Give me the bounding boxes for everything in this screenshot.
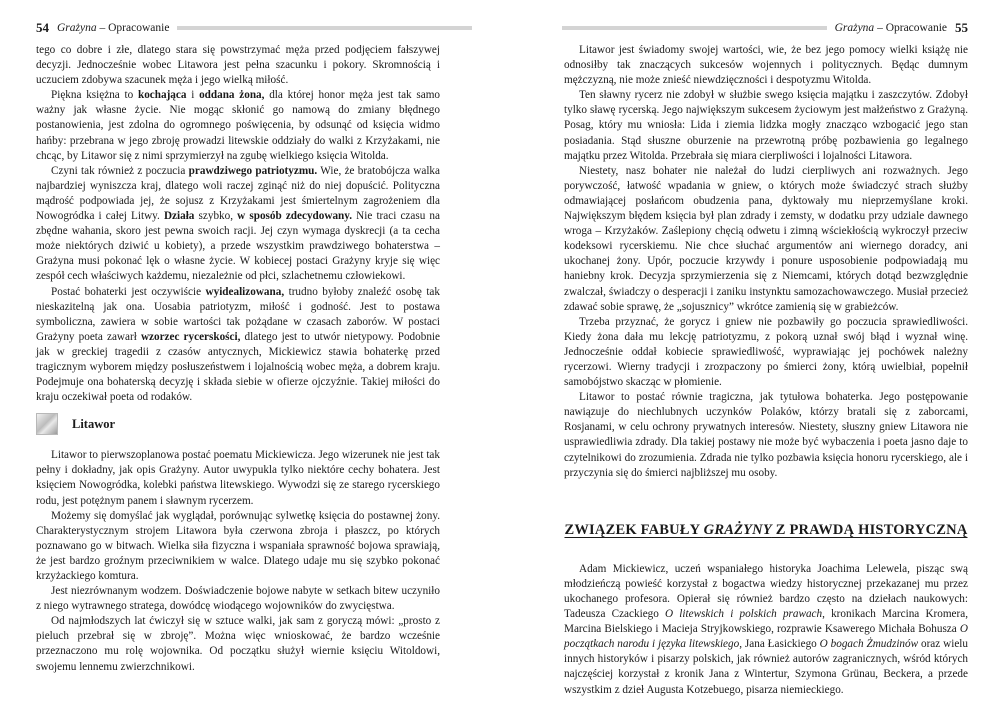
header-rule [562, 26, 827, 30]
paragraph: Postać bohaterki jest oczywiście wyidealizowana, trudno byłoby znaleźć osobę tak nieskazitelną jak ona. Uosabia patriotyzm, miłość i godność. Jest to postawa symboliczna, zawiera w sobie wartości tak pożądane w czasach zaborów. W postaci Grażyny poeta zawarł wzorzec rycerskości, dlatego jest to utwór nietypowy. Podobnie jak w greckiej tragedii z czasów antycznych, Mickiewicz stawia bohaterkę przed tragicznym wyborem między posłuszeństwem i lojalnością wobec męża, a dobrem kraju. Podejmuje ona bohaterską decyzję i składa siebie w ofierze ojczyźnie. Takiej miłości do kraju oczekiwał poeta od rodaków. [36, 285, 440, 404]
right-page [500, 0, 1000, 712]
paragraph: Ten sławny rycerz nie zdobył w służbie swego księcia majątku i zaszczytów. Zdobył tylko sławę rycerską. Jego największym sukcesem życiowym jest małżeństwo z Grażyną. Posag, który mu wniosła: Lida i ziemia lidzka mogły znacząco wzbogacić jego stan posiadania. Stąd słuszne oburzenie na przewrotną próbę pozbawienia go legalnego majątku przez Witolda. Przebrała się miara cierpliwości i lojalności Litawora. [564, 89, 968, 162]
left-body [36, 43, 440, 675]
paragraph: Czyni tak również z poczucia prawdziwego patriotyzmu. Wie, że bratobójcza walka najbardziej wyniszcza kraj, dlatego woli raczej zginąć niż do niej dopuścić. Polityczna mądrość podpowiada jej, że sojusz z Krzyżakami jest śmiertelnym zagrożeniem dla Nowogródka i całej Litwy. Działa szybko, w sposób zdecydowany. Nie traci czasu na zbędne wahania, skoro jest pewna swoich racji. Jej czyn wymaga dyskrecji (a ta cecha może niektórych dziwić u kobiety), a przede wszystkim prawdziwego bohaterstwa – Grażyna musi pokonać lęk o własne życie. W kobiecej postaci Grażyny kryje się więc zespół cech właściwych każdemu, niezależnie od płci, szlachetnemu człowiekowi. [36, 164, 440, 283]
paragraph: Litawor to postać równie tragiczna, jak tytułowa bohaterka. Jego postępowanie nawiązuje do niechlubnych uczynków Polaków, którzy bratali się z zaborcami, Rosjanami, w celu ochrony prywatnych interesów. Niestety, słuszny gniew Litawora nie usprawiedliwia zdrady. Dla takiej postawy nie może być wybaczenia i poeta jasno daje to czytelnikowi do zrozumienia. Zdrada nie tylko pozbawia księcia honoru rycerskiego, ale i przyczynia się do śmierci najbliższej mu osoby. [564, 391, 968, 479]
paragraph: Adam Mickiewicz, uczeń wspaniałego historyka Joachima Lelewela, pisząc swą młodzieńczą powieść korzystał z bogactwa wiedzy historycznej przekazanej mu przez ukochanego profesora. Opierał się również bardzo często na dziełach naukowych: Tadeusza Czackiego O litewskich i polskich prawach, kronikach Marcina Kromera, Marcina Bielskiego i Macieja Stryjkowskiego, rozprawie Ksawerego Michała Bohusza O początkach narodu i języka litewskiego, Jana Łasickiego O bogach Żmudzinów oraz wielu innych historyków i pisarzy polskich, jak również autorów zagranicznych, wśród których najczęściej korzystał z kronik Jana z Wintertur, Szymona Grünau, Beckera, a przede wszystkim z dzieł Augusta Kotzebuego, pisarza niemieckiego. [564, 562, 968, 696]
header-rule [177, 26, 472, 30]
left-running-header [36, 19, 472, 37]
paragraph: Jest niezrównanym wodzem. Doświadczenie bojowe nabyte w setkach bitew uczyniło z niego wytrawnego stratega, dowódcę wiodącego wojowników do zwycięstwa. [36, 585, 440, 613]
section-heading [36, 413, 440, 435]
paragraph: tego co dobre i złe, dlatego stara się powstrzymać męża przed podjęciem fałszywej decyzji. Jednocześnie wobec Litawora jest pełna szacunku i pokory. Skromnością i uczuciem zdobywa szacunek męża i jego wielką miłość. [36, 44, 440, 87]
running-title: Grażyna – Opracowanie [834, 22, 947, 34]
paragraph: Możemy się domyślać jak wyglądał, porównując sylwetkę księcia do postawnej żony. Charakterystycznym strojem Litawora była czerwona zbroja i płaszcz, po których poznawano go w bitwach. Wielka siła fizyczna i wspaniała sprawność bojowa sprawiają, że jest bardzo groźnym przeciwnikiem w walce. Dlatego udaje mu się szybko pokonać krzyżackiego komtura. [36, 509, 440, 582]
paragraph: Litawor to pierwszoplanowa postać poematu Mickiewicza. Jego wizerunek nie jest tak pełny i dokładny, jak opis Grażyny. Autor uwypukla tylko niektóre cechy bohatera. Jest księciem Nowogródka, kolebki państwa litewskiego. Wywodzi się ze starego rycerskiego rodu, jest potężnym panem i sławnym rycerzem. [36, 449, 440, 507]
paragraph: Piękna księżna to kochająca i oddana żona, dla której honor męża jest tak samo ważny jak własne życie. Nie mogąc skłonić go namową do zmiany błędnego postanowienia, jest zdolna do ogromnego poświęcenia, by odsunąć od księcia widmo hańby: przebrana w jego zbroję prowadzi litewskie oddziały do walki z Krzyżakami, nie chcąc, by Litawor się z nimi sprzymierzył na zgubę wielkiego księcia Witolda. [36, 89, 441, 162]
right-body [564, 43, 968, 698]
page-number: 55 [955, 20, 968, 35]
paragraph: Litawor jest świadomy swojej wartości, wie, że bez jego pomocy wielki książę nie odnosiłby tak znaczących sukcesów wojennych i politycznych. Będąc dumnym mężczyzną, nie może znieść niewdzięczności i despotyzmu Witolda. [564, 44, 968, 87]
right-running-header [562, 19, 968, 37]
paragraph: Od najmłodszych lat ćwiczył się w sztuce walki, jak sam z goryczą mówi: „prosto z pieluch przebrał się w zbroję”. Można więc wnioskować, że bardzo wcześnie przeznaczono mu rolę wojownika. Od początku służył wiernie księciu Witoldowi, swojemu lennemu zwierzchnikowi. [36, 615, 440, 673]
paragraph: Niestety, nasz bohater nie należał do ludzi cierpliwych ani rozważnych. Jego porywczość, łatwość wpadania w gniew, o których może świadczyć strach służby odmawiającej posłańcom obudzenia pana, dyktowały mu nieprzemyślane kroki. Największym błędem księcia był plan zdrady i zemsty, w dodatku przy udziale dawnego wroga – Krzyżaków. Zaślepiony chęcią odwetu i zimną wściekłością wykroczył przeciw kodeksowi rycerskiemu. Nie chce słuchać argumentów ani wiernego doradcy, ani ukochanej żony. Upór, poczucie krzywdy i ponure usposobienie podpowiadają mu haniebny krok. Decyzja sprzymierzenia się z Niemcami, których dotąd bezwzględnie zwalczał, świadczy o desperacji i zaniku instynktu samozachowawczego. Musiał przecież zdawać sobie sprawę, że „sojusznicy” wkrótce zamienią się w grabieżców. [564, 164, 968, 313]
running-title: Grażyna – Opracowanie [57, 22, 170, 34]
chapter-title: ZWIĄZEK FABUŁY GRAŻYNY Z PRAWDĄ HISTORYCZNĄ [564, 521, 968, 538]
paragraph: Trzeba przyznać, że gorycz i gniew nie pozbawiły go poczucia sprawiedliwości. Kiedy żona dała mu lekcję patriotyzmu, z pokorą uznał swój błąd i wyznał winę. Jednocześnie oddał kobiecie sprawiedliwość, wyprawiając jej pochówek należny rycerzowi. Wierny tradycji i zrozpaczony po śmierci żony, którą uwielbiał, popełnił samobójstwo skacząc w płomienie. [564, 315, 968, 389]
section-title: Litawor [72, 416, 116, 431]
section-marker-icon [36, 413, 58, 435]
page-number: 54 [36, 20, 49, 35]
